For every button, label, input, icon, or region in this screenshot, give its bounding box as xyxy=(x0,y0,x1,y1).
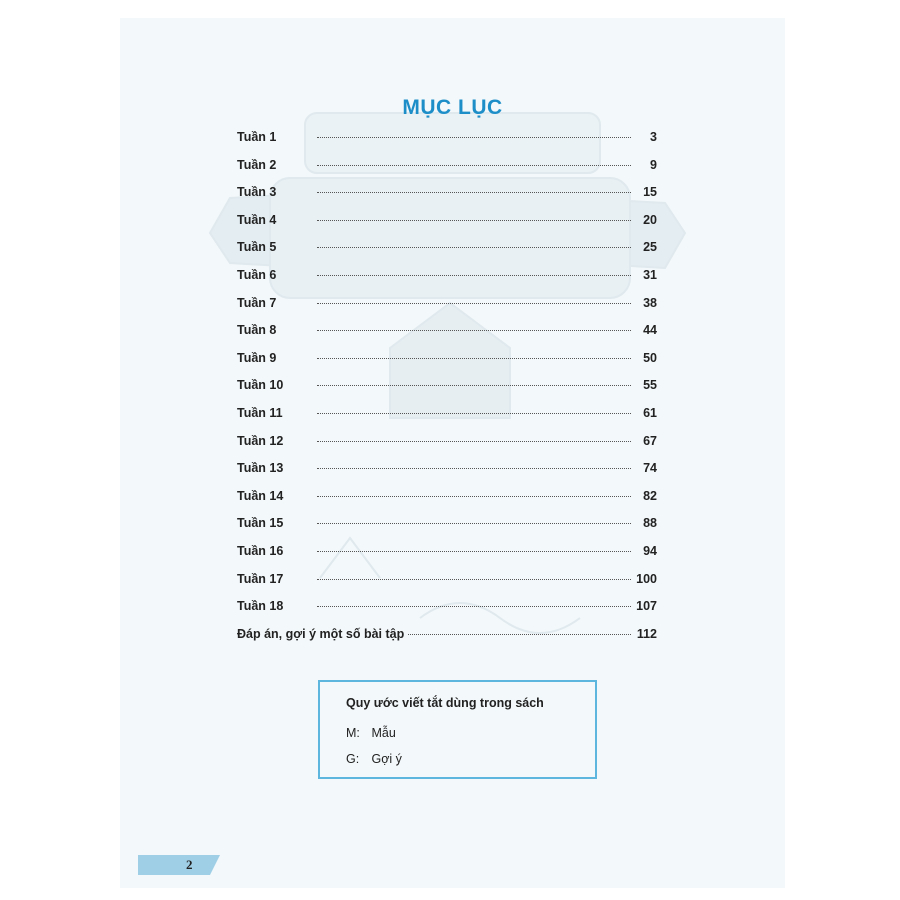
legend-abbr: M: xyxy=(346,726,360,740)
legend-item xyxy=(346,726,396,740)
toc-entry-page: 107 xyxy=(636,599,657,614)
toc-entry-page: 61 xyxy=(643,405,657,420)
toc-entry-label: Tuần 4 xyxy=(237,212,277,227)
page-number: 2 xyxy=(186,857,193,872)
toc-entry-label: Tuần 8 xyxy=(237,323,277,338)
book-page xyxy=(120,18,785,888)
dotted-leader xyxy=(317,192,631,193)
toc-entry xyxy=(237,434,657,462)
toc-entry xyxy=(237,130,657,158)
toc-entry-page: 44 xyxy=(643,323,657,338)
toc-entry-label: Tuần 12 xyxy=(237,433,284,448)
toc-entry xyxy=(237,516,657,544)
dotted-leader xyxy=(317,579,631,580)
toc-entry-label: Tuần 16 xyxy=(237,543,284,558)
page-tab-shape-icon xyxy=(138,855,220,875)
toc-entry-page: 31 xyxy=(643,267,657,282)
dotted-leader xyxy=(317,358,631,359)
legend-title: Quy ước viết tắt dùng trong sách xyxy=(346,696,544,710)
toc-entry-label: Tuần 9 xyxy=(237,350,277,365)
toc-entry xyxy=(237,627,657,655)
page-title: MỤC LỤC xyxy=(402,96,503,119)
abbreviation-legend-box xyxy=(318,680,597,779)
dotted-leader xyxy=(317,496,631,497)
dotted-leader xyxy=(317,413,631,414)
toc-entry-page: 88 xyxy=(643,516,657,531)
toc-entry xyxy=(237,378,657,406)
toc-entry-page: 82 xyxy=(643,488,657,503)
dotted-leader xyxy=(317,385,631,386)
dotted-leader xyxy=(317,551,631,552)
toc-entry xyxy=(237,544,657,572)
dotted-leader xyxy=(317,330,631,331)
toc-entry xyxy=(237,489,657,517)
toc-entry-label: Tuần 17 xyxy=(237,571,284,586)
toc-entry xyxy=(237,268,657,296)
toc-entry-page: 112 xyxy=(636,626,657,641)
toc-entry-label: Tuần 10 xyxy=(237,378,284,393)
dotted-leader xyxy=(317,247,631,248)
toc-entry-page: 50 xyxy=(643,350,657,365)
dotted-leader xyxy=(317,468,631,469)
dotted-leader xyxy=(317,441,631,442)
dotted-leader xyxy=(317,523,631,524)
toc-entry xyxy=(237,240,657,268)
toc-entry xyxy=(237,323,657,351)
toc-entry-page: 3 xyxy=(650,130,657,144)
toc-entry-page: 9 xyxy=(650,157,657,172)
toc-entry-label: Tuần 15 xyxy=(237,516,284,531)
dotted-leader xyxy=(317,137,631,138)
toc-entry-label: Tuần 13 xyxy=(237,461,284,476)
toc-entry-label: Tuần 11 xyxy=(237,405,283,420)
dotted-leader xyxy=(317,220,631,221)
legend-item xyxy=(346,752,402,766)
toc-entry-page: 15 xyxy=(643,185,657,200)
toc-entry-label: Tuần 1 xyxy=(237,130,277,144)
toc-entry-label: Tuần 5 xyxy=(237,240,277,255)
legend-text: Gợi ý xyxy=(371,752,402,766)
toc-entry-page: 74 xyxy=(643,461,657,476)
toc-entry-page: 25 xyxy=(643,240,657,255)
toc-entry-label: Tuần 2 xyxy=(237,157,277,172)
toc-entry xyxy=(237,213,657,241)
toc-entry xyxy=(237,351,657,379)
dotted-leader xyxy=(408,634,631,635)
toc-entry-page: 67 xyxy=(643,433,657,448)
toc-entry-label: Tuần 18 xyxy=(237,599,284,614)
toc-entry xyxy=(237,406,657,434)
dotted-leader xyxy=(317,165,631,166)
dotted-leader xyxy=(317,606,631,607)
toc-entry-page: 55 xyxy=(643,378,657,393)
legend-abbr: G: xyxy=(346,752,360,766)
toc-entry-label: Tuần 14 xyxy=(237,488,284,503)
page-number-tab xyxy=(138,855,220,875)
toc-entry xyxy=(237,572,657,600)
toc-entry-page: 20 xyxy=(643,212,657,227)
toc-entry xyxy=(237,185,657,213)
toc-entry xyxy=(237,599,657,627)
legend-text: Mẫu xyxy=(371,726,396,740)
toc-entry-label: Đáp án, gợi ý một số bài tập xyxy=(237,626,405,641)
dotted-leader xyxy=(317,275,631,276)
toc-entry-label: Tuần 3 xyxy=(237,185,277,200)
toc-entry xyxy=(237,158,657,186)
table-of-contents xyxy=(237,130,657,654)
dotted-leader xyxy=(317,303,631,304)
toc-entry-label: Tuần 7 xyxy=(237,295,277,310)
toc-entry xyxy=(237,296,657,324)
toc-entry xyxy=(237,461,657,489)
toc-entry-page: 100 xyxy=(636,571,657,586)
toc-entry-page: 38 xyxy=(643,295,657,310)
toc-entry-label: Tuần 6 xyxy=(237,267,277,282)
toc-entry-page: 94 xyxy=(643,543,657,558)
